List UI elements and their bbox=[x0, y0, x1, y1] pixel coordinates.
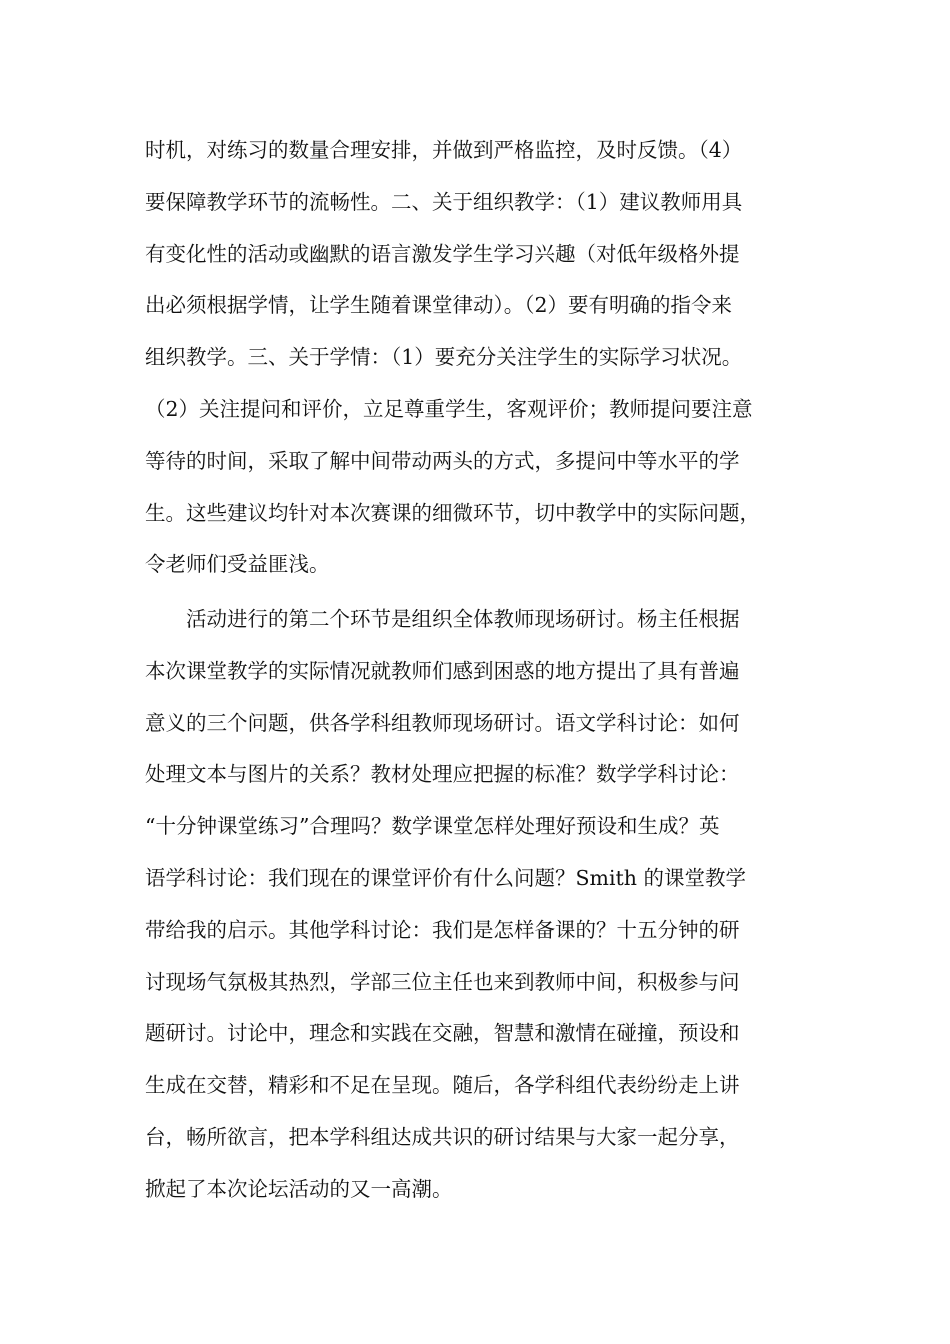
paragraph-1-line: 出必须根据学情，让学生随着课堂律动）。（2）要有明确的指令来 bbox=[145, 293, 733, 318]
paragraph-2-line: 意义的三个问题，供各学科组教师现场研讨。语文学科讨论：如何 bbox=[145, 710, 740, 735]
paragraph-2-line: 题研讨。讨论中，理念和实践在交融，智慧和激情在碰撞，预设和 bbox=[145, 1021, 740, 1046]
paragraph-2-line: 语学科讨论：我们现在的课堂评价有什么问题？Smith 的课堂教学 bbox=[145, 865, 746, 890]
paragraph-2-line: 带给我的启示。其他学科讨论：我们是怎样备课的？十五分钟的研 bbox=[145, 917, 740, 942]
paragraph-2 bbox=[145, 594, 825, 1216]
paragraph-2-line: 处理文本与图片的关系？教材处理应把握的标准？数学学科讨论： bbox=[145, 762, 740, 787]
paragraph-1-line: 等待的时间，采取了解中间带动两头的方式，多提问中等水平的学 bbox=[145, 448, 740, 473]
paragraph-2-line: 掀起了本次论坛活动的又一高潮。 bbox=[145, 1176, 453, 1201]
paragraph-2-line: 台，畅所欲言，把本学科组达成共识的研讨结果与大家一起分享， bbox=[145, 1124, 740, 1149]
paragraph-2-line: “十分钟课堂练习”合理吗？数学课堂怎样处理好预设和生成？英 bbox=[145, 814, 720, 839]
paragraph-1-line: 要保障教学环节的流畅性。二、关于组织教学：（1）建议教师用具 bbox=[145, 189, 743, 214]
paragraph-1-line: 有变化性的活动或幽默的语言激发学生学习兴趣（对低年级格外提 bbox=[145, 241, 740, 266]
paragraph-1-line: 生。这些建议均针对本次赛课的细微环节，切中教学中的实际问题， bbox=[145, 500, 760, 525]
paragraph-2-line: 生成在交替，精彩和不足在呈现。随后，各学科组代表纷纷走上讲 bbox=[145, 1073, 740, 1098]
paragraph-2-line: 本次课堂教学的实际情况就教师们感到困惑的地方提出了具有普遍 bbox=[145, 658, 740, 683]
paragraph-2-line: 讨现场气氛极其热烈，学部三位主任也来到教师中间，积极参与问 bbox=[145, 969, 740, 994]
paragraph-2-line: 活动进行的第二个环节是组织全体教师现场研讨。杨主任根据 bbox=[145, 607, 740, 631]
paragraph-1-line: 令老师们受益匪浅。 bbox=[145, 552, 330, 577]
paragraph-1-line: （2）关注提问和评价，立足尊重学生，客观评价；教师提问要注意 bbox=[145, 396, 753, 421]
paragraph-1-line: 时机，对练习的数量合理安排，并做到严格监控，及时反馈。（4） bbox=[145, 138, 743, 162]
paragraph-1-line: 组织教学。三、关于学情：（1）要充分关注学生的实际学习状况。 bbox=[145, 345, 743, 370]
paragraph-1 bbox=[145, 125, 825, 591]
